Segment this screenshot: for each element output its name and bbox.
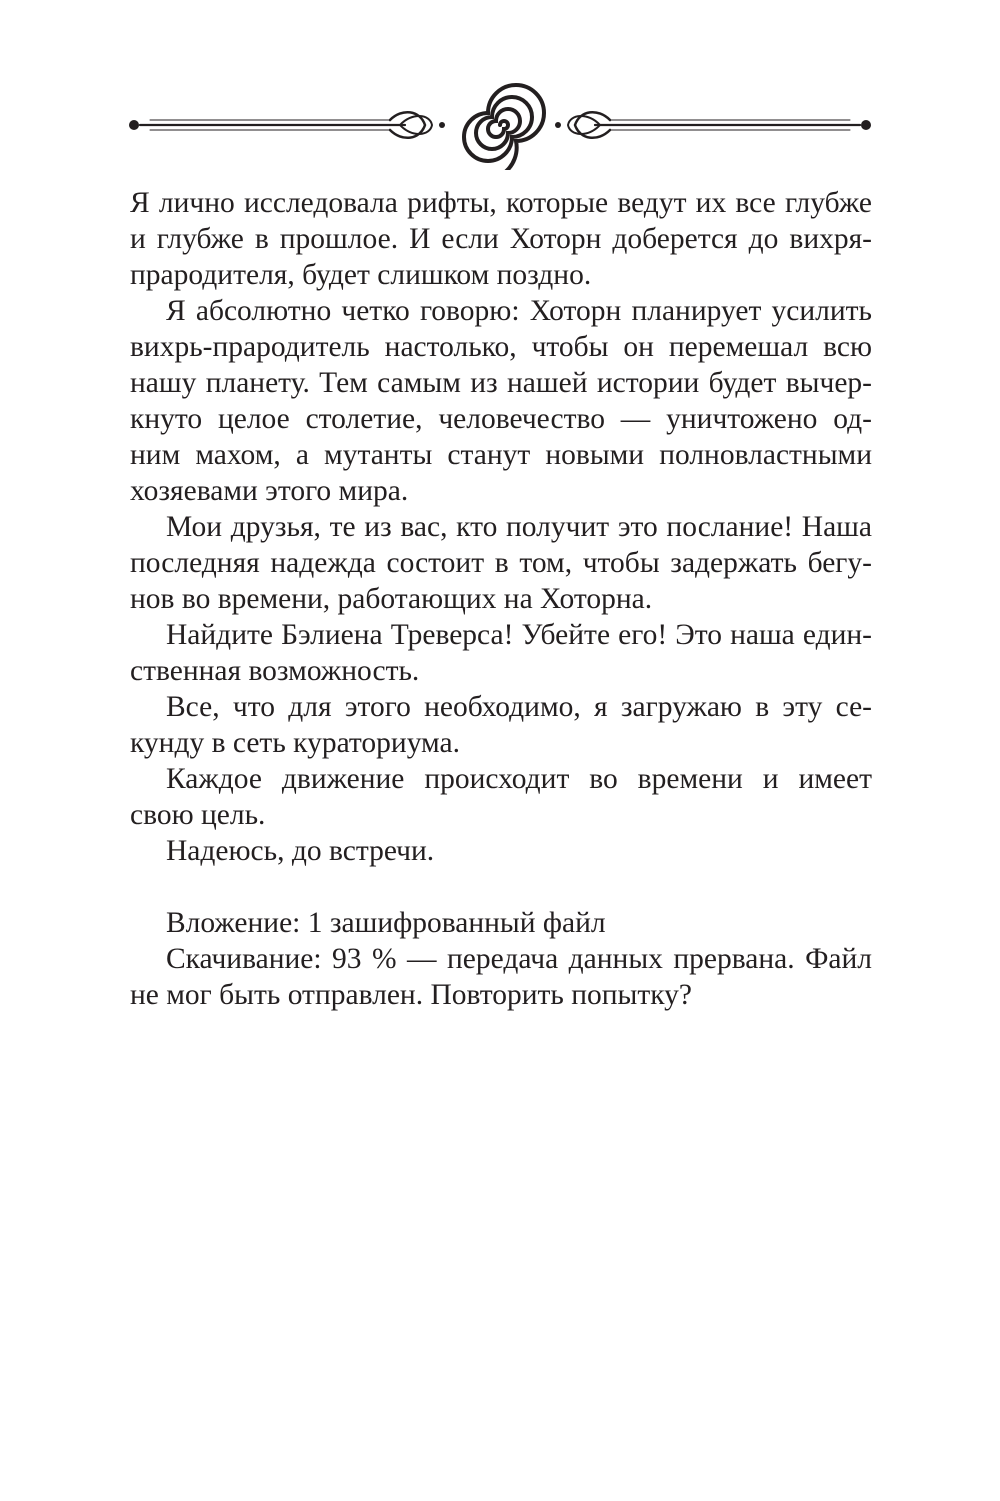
text-line: кнуто целое столетие, человечество — уничтожено од- — [130, 403, 872, 435]
download-status-line: Скачивание: 93 % — передача данных прервана. Файл — [166, 943, 872, 975]
text-line: ним махом, а мутанты станут новыми полновластными — [130, 439, 872, 471]
text-line: и глубже в прошлое. И если Хоторн доберется до вихря- — [130, 223, 872, 255]
text-line: Я абсолютно четко говорю: Хоторн планирует усилить — [166, 295, 872, 327]
blank-line — [130, 869, 872, 905]
text-line: Мои друзья, те из вас, кто получит это послание! Наша — [166, 511, 872, 543]
text-line: Надеюсь, до встречи. — [166, 835, 435, 867]
text-body — [130, 185, 872, 1013]
text-line: Каждое движение происходит во времени и имеет — [166, 763, 872, 795]
text-line: нашу планету. Тем самым из нашей истории будет вычер- — [130, 367, 872, 399]
download-status-line: не мог быть отправлен. Повторить попытку? — [130, 979, 693, 1011]
text-line: Все, что для этого необходимо, я загружаю в эту се- — [166, 691, 872, 723]
spiral-divider-ornament — [120, 80, 880, 170]
text-line: Найдите Бэлиена Треверса! Убейте его! Это наша един- — [166, 619, 872, 651]
text-line: кунду в сеть кураториума. — [130, 727, 460, 759]
text-line: свою цель. — [130, 799, 266, 831]
text-line: прародителя, будет слишком поздно. — [130, 259, 592, 291]
attachment-line: Вложение: 1 зашифрованный файл — [166, 907, 606, 939]
text-line: хозяевами этого мира. — [130, 475, 409, 507]
text-line: вихрь-прародитель настолько, чтобы он перемешал всю — [130, 331, 872, 363]
text-line: последняя надежда состоит в том, чтобы задержать бегу- — [130, 547, 872, 579]
text-line: нов во времени, работающих на Хоторна. — [130, 583, 653, 615]
text-line: ственная возможность. — [130, 655, 420, 687]
text-line: Я лично исследовала рифты, которые ведут их все глубже — [130, 187, 872, 219]
